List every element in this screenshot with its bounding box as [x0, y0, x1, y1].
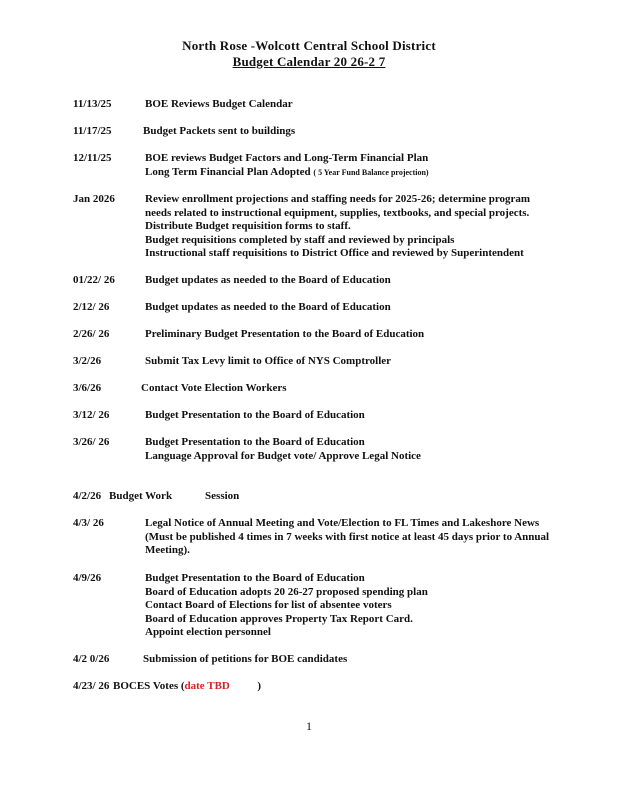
entry-date: 4/2/26	[73, 490, 102, 502]
entry-date: 2/12/ 26	[73, 301, 110, 313]
entry-line: Budget Presentation to the Board of Education	[145, 409, 365, 421]
entry-line: Submission of petitions for BOE candidates	[143, 653, 348, 665]
entry-line: Review enrollment projections and staffing needs for 2025-26; determine program	[145, 193, 531, 205]
entry-date: 11/17/25	[73, 125, 112, 137]
entry-description	[145, 355, 563, 369]
entry-date: 12/11/25	[73, 152, 112, 164]
entry-line: Contact Vote Election Workers	[141, 382, 287, 394]
entry-line: Preliminary Budget Presentation to the Board of Education	[145, 328, 425, 340]
entry-description	[145, 301, 563, 315]
entry-description	[145, 328, 563, 342]
entry-description	[141, 382, 563, 396]
entry-line: Budget Packets sent to buildings	[143, 125, 296, 137]
entry-description	[109, 490, 563, 504]
entry-line: Legal Notice of Annual Meeting and Vote/Election to FL Times and Lakeshore News	[145, 517, 540, 529]
entry-date: 01/22/ 26	[73, 274, 115, 286]
entry-date: 2/26/ 26	[73, 328, 110, 340]
entry-description	[113, 680, 563, 694]
date-tbd-text: date TBD	[184, 680, 230, 692]
entry-line-text: Long Term Financial Plan Adopted	[145, 165, 311, 178]
entry-line: Meeting).	[145, 544, 190, 557]
entry-description	[145, 98, 563, 112]
entry-line	[113, 680, 563, 694]
entry-date: 3/6/26	[73, 382, 102, 394]
entry-line: Budget updates as needed to the Board of Education	[145, 274, 391, 286]
entry-line: Board of Education approves Property Tax Report Card.	[145, 612, 413, 625]
entry-date: 4/3/ 26	[73, 517, 104, 529]
entry-line: Contact Board of Elections for list of absentee voters	[145, 599, 392, 612]
entry-line: needs related to instructional equipment, supplies, textbooks, and special projects.	[145, 206, 530, 219]
entry-date: 4/23/ 26	[73, 680, 110, 692]
entry-description	[145, 517, 563, 558]
entry-line: BOE reviews Budget Factors and Long-Term Financial Plan	[145, 152, 429, 164]
entry-description	[145, 274, 563, 288]
entry-line: Board of Education adopts 20 26-27 proposed spending plan	[145, 585, 428, 598]
entry-line: Budget requisitions completed by staff and reviewed by principals	[145, 233, 455, 246]
entry-line: Distribute Budget requisition forms to staff.	[145, 220, 351, 233]
entry-date: 4/9/26	[73, 572, 102, 584]
entry-date: Jan 2026	[73, 193, 115, 205]
entry-description	[143, 125, 563, 139]
entry-description	[145, 572, 563, 640]
entry-line: Instructional staff requisitions to District Office and reviewed by Superintendent	[145, 247, 524, 260]
entry-description	[143, 653, 563, 667]
entry-line	[145, 166, 563, 180]
entry-line: BOE Reviews Budget Calendar	[145, 98, 293, 110]
boces-votes-text: BOCES Votes (	[113, 680, 185, 692]
entry-line: Submit Tax Levy limit to Office of NYS Comptroller	[145, 355, 392, 367]
entry-line: Budget Presentation to the Board of Education	[145, 436, 365, 448]
fund-balance-note: ( 5 Year Fund Balance projection)	[313, 167, 429, 177]
entry-line: Budget Work Session	[109, 490, 240, 502]
calendar-title: Budget Calendar 20 26-2 7	[232, 54, 386, 69]
entry-description	[145, 152, 563, 179]
entry-date: 4/2 0/26	[73, 653, 110, 665]
entry-line: (Must be published 4 times in 7 weeks with first notice at least 45 days prior to Annual	[145, 530, 550, 543]
entry-description	[145, 409, 563, 423]
entry-line: Budget Presentation to the Board of Education	[145, 572, 365, 584]
entry-description	[145, 193, 563, 261]
entry-date: 11/13/25	[73, 98, 112, 110]
entry-line: Language Approval for Budget vote/ Approve Legal Notice	[145, 449, 421, 462]
entry-date: 3/2/26	[73, 355, 102, 367]
entry-description	[145, 436, 563, 463]
entry-date: 3/12/ 26	[73, 409, 110, 421]
closing-paren: )	[229, 680, 262, 692]
entry-line: Appoint election personnel	[145, 626, 271, 639]
district-title: North Rose -Wolcott Central School District	[182, 38, 436, 53]
entry-date: 3/26/ 26	[73, 436, 110, 448]
page-number: 1	[306, 719, 312, 733]
entry-line: Budget updates as needed to the Board of Education	[145, 301, 391, 313]
